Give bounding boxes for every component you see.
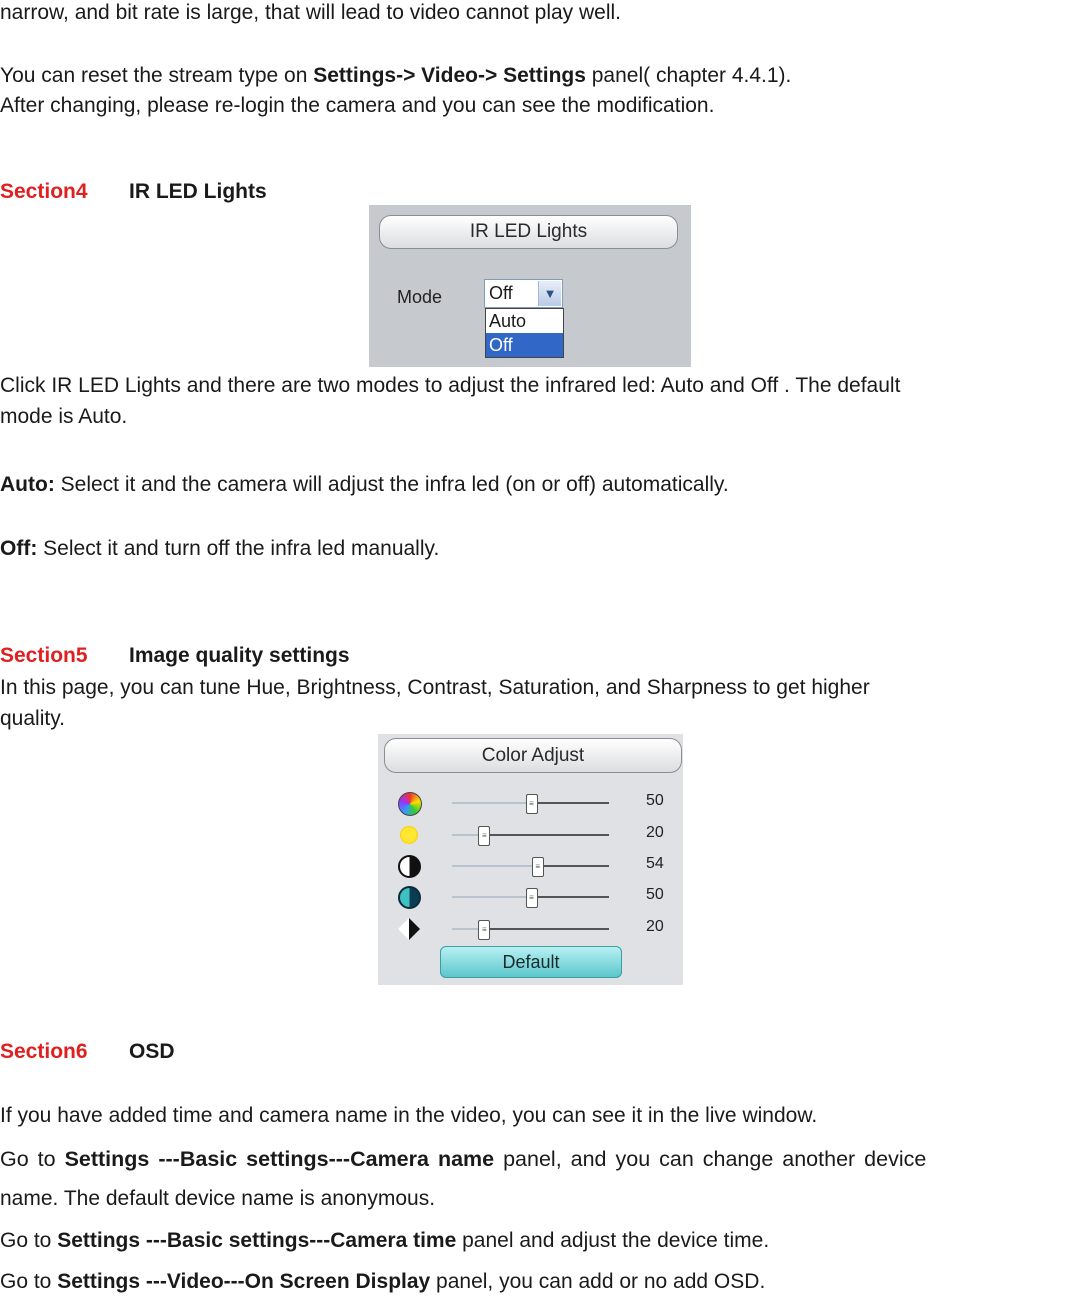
sharpness-icon — [398, 918, 420, 940]
menu-path: Settings ---Basic settings---Camera name — [64, 1147, 495, 1171]
paragraph-line — [0, 1146, 926, 1172]
paragraph-line — [0, 472, 729, 498]
chevron-down-icon[interactable]: ▼ — [538, 281, 561, 306]
paragraph-line — [0, 1228, 769, 1254]
slider-fill — [452, 865, 537, 867]
slider-thumb[interactable]: ≡ — [478, 920, 490, 940]
section-number: Section6 — [0, 1040, 88, 1063]
text: Select it and turn off the infra led manually. — [37, 537, 440, 560]
slider-thumb[interactable]: ≡ — [478, 826, 490, 846]
hue-icon — [398, 792, 422, 816]
paragraph-line: mode is Auto. — [0, 405, 128, 428]
section-number: Section5 — [0, 644, 88, 667]
slider-thumb[interactable]: ≡ — [526, 794, 538, 814]
mode-option-off[interactable]: Off — [486, 333, 563, 357]
paragraph-line — [0, 536, 439, 562]
paragraph-line — [0, 63, 791, 89]
text: panel, and you can change another device — [494, 1147, 927, 1171]
text: panel, you can add or no add OSD. — [430, 1270, 766, 1293]
mode-option-auto[interactable]: Auto — [489, 311, 527, 331]
ir-led-header-button[interactable]: IR LED Lights — [379, 215, 678, 249]
menu-path: Settings-> Video-> Settings — [313, 64, 586, 87]
section-heading — [0, 643, 350, 669]
term-label: Auto: — [0, 473, 55, 496]
brightness-slider-row — [378, 820, 683, 850]
saturation-slider-row — [378, 882, 683, 912]
paragraph-line: narrow, and bit rate is large, that will lead to video cannot play well. — [0, 1, 622, 24]
slider-value: 50 — [646, 792, 664, 809]
slider-value: 50 — [646, 886, 664, 903]
term-label: Off: — [0, 537, 38, 560]
paragraph-line: After changing, please re-login the camera and you can see the modification. — [0, 94, 715, 117]
text: panel and adjust the device time. — [456, 1229, 770, 1252]
color-adjust-header-button[interactable]: Color Adjust — [384, 738, 682, 773]
slider-fill — [452, 896, 531, 898]
sun-icon — [398, 824, 420, 846]
mode-dropdown-list — [485, 308, 564, 358]
paragraph-line: name. The default device name is anonymous. — [0, 1187, 436, 1210]
slider-value: 20 — [646, 918, 664, 935]
text: You can reset the stream type on — [0, 64, 314, 87]
mode-select[interactable] — [484, 279, 563, 308]
slider-value: 54 — [646, 855, 664, 872]
section-title: OSD — [129, 1040, 175, 1063]
slider-fill — [452, 802, 531, 804]
slider-value: 20 — [646, 824, 664, 841]
mode-label: Mode — [397, 287, 443, 307]
menu-path: Settings ---Video---On Screen Display — [57, 1270, 431, 1293]
section-title: Image quality settings — [129, 644, 350, 667]
section-number: Section4 — [0, 180, 88, 203]
saturation-icon — [398, 886, 421, 909]
hue-slider-row — [378, 788, 683, 818]
default-button[interactable]: Default — [440, 946, 622, 978]
mode-select-value: Off — [489, 283, 513, 303]
paragraph-line: Click IR LED Lights and there are two modes to adjust the infrared led: Auto and Off . The default — [0, 374, 901, 397]
paragraph-line: In this page, you can tune Hue, Brightness, Contrast, Saturation, and Sharpness to get higher — [0, 676, 870, 699]
contrast-icon — [398, 855, 421, 878]
contrast-slider-row — [378, 851, 683, 881]
color-adjust-panel — [378, 734, 683, 985]
paragraph-line: If you have added time and camera name in the video, you can see it in the live window. — [0, 1104, 818, 1127]
ir-led-panel — [369, 205, 691, 367]
paragraph-line: quality. — [0, 707, 65, 730]
section-heading — [0, 1039, 175, 1065]
text: Go to — [0, 1147, 65, 1171]
sharpness-slider-row — [378, 914, 683, 944]
text: Select it and the camera will adjust the infra led (on or off) automatically. — [54, 473, 729, 496]
section-title: IR LED Lights — [129, 180, 267, 203]
text: panel( chapter 4.4.1). — [585, 64, 792, 87]
text: Go to — [0, 1229, 58, 1252]
slider-thumb[interactable]: ≡ — [532, 857, 544, 877]
text: Go to — [0, 1270, 58, 1293]
paragraph-line — [0, 1269, 765, 1295]
slider-thumb[interactable]: ≡ — [526, 888, 538, 908]
menu-path: Settings ---Basic settings---Camera time — [57, 1229, 457, 1252]
section-heading — [0, 179, 267, 205]
